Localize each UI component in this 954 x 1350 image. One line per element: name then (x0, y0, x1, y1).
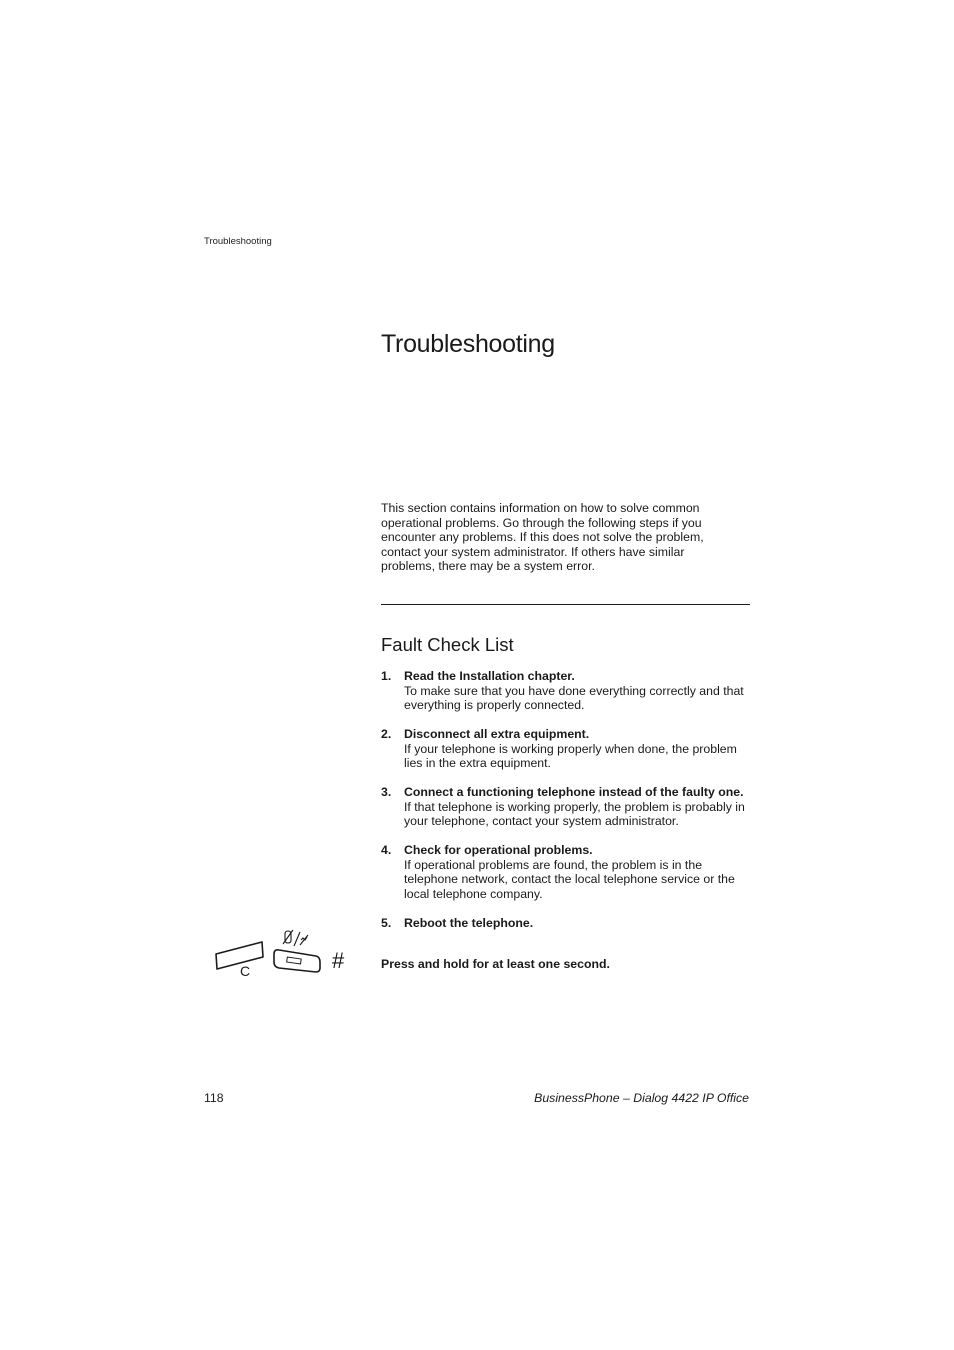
fault-item (381, 669, 751, 713)
section-divider (381, 604, 750, 605)
fault-item-number: 4. (381, 843, 392, 857)
fault-item-heading: Reboot the telephone. (404, 915, 534, 930)
fault-item (381, 843, 751, 901)
running-header: Troubleshooting (204, 236, 272, 247)
fault-item-heading: Check for operational problems. (404, 843, 593, 857)
hash-key-label: # (332, 948, 345, 973)
clear-key-label: C (240, 963, 251, 979)
clear-key-icon (216, 942, 263, 979)
document-title: BusinessPhone – Dialog 4422 IP Office (534, 1091, 749, 1105)
fault-item-description: If operational problems are found, the problem is in the telephone network, contact the local telephone service or the local telephone company. (404, 857, 735, 901)
hash-key-icon (332, 948, 345, 973)
intro-paragraph: This section contains information on how to solve common operational problems. Go through the following steps if you encounter any problems. If this does not solve the problem, contact your system administrator. If others have similar problems, there may be a system error. (381, 501, 704, 574)
fault-item-number: 3. (381, 785, 392, 799)
fault-check-list (381, 669, 751, 945)
fault-item-number: 1. (381, 669, 392, 683)
page-number: 118 (204, 1091, 224, 1105)
fault-item-heading: Connect a functioning telephone instead of the faulty one. (404, 785, 744, 799)
fault-item (381, 727, 751, 771)
fault-item-heading: Read the Installation chapter. (404, 669, 575, 683)
fault-item (381, 785, 751, 829)
instruction-text: Press and hold for at least one second. (381, 957, 610, 971)
mute-key-icon (274, 930, 320, 972)
fault-item-number: 5. (381, 915, 392, 930)
section-title: Fault Check List (381, 634, 514, 655)
fault-item-number: 2. (381, 727, 392, 741)
page-title: Troubleshooting (381, 330, 555, 358)
fault-item-description: If your telephone is working properly when done, the problem lies in the extra equipment. (404, 741, 737, 770)
fault-item-description: To make sure that you have done everything correctly and that everything is properly connected. (404, 683, 744, 712)
fault-item-description: If that telephone is working properly, the problem is probably in your telephone, contact your system administrator. (404, 799, 745, 828)
fault-item-heading: Disconnect all extra equipment. (404, 727, 590, 741)
fault-item (381, 916, 751, 931)
key-sequence-illustration (212, 928, 362, 984)
